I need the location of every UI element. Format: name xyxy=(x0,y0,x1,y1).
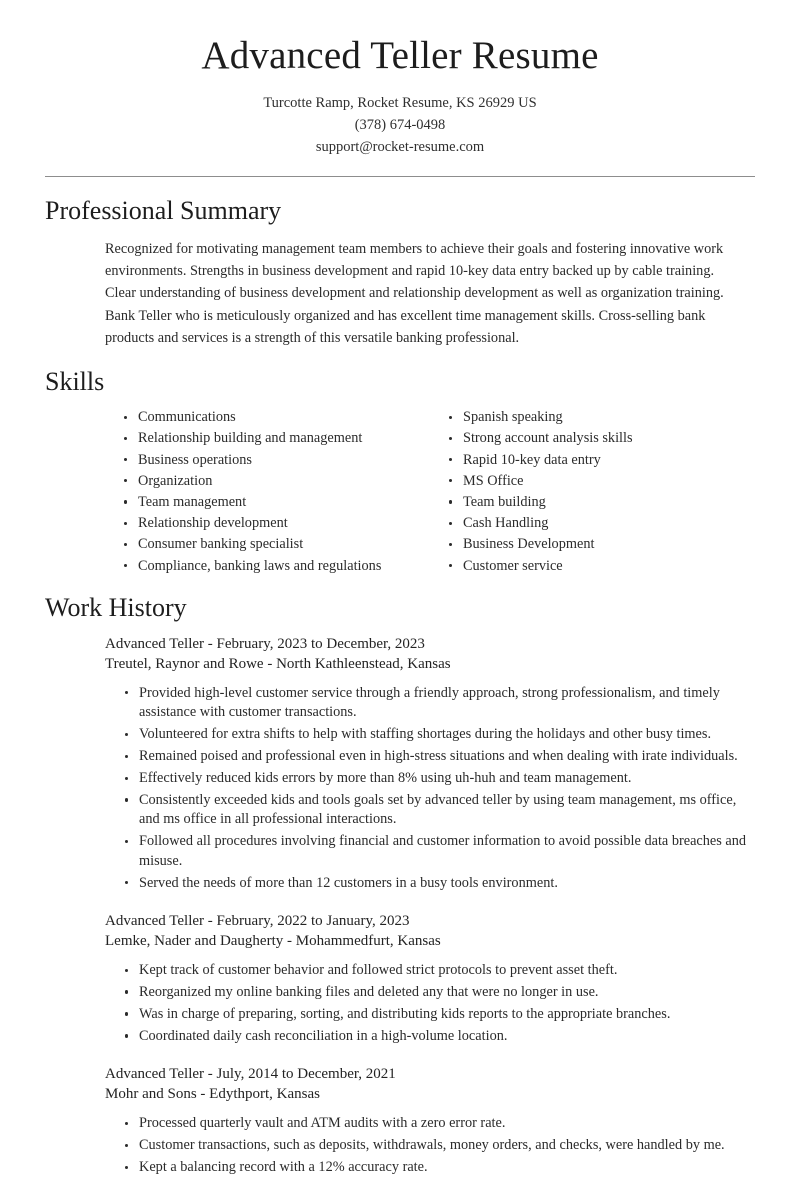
job-bullet-list xyxy=(105,961,755,1046)
skills-column-right xyxy=(430,408,755,578)
job-bullet: Coordinated daily cash reconciliation in a high-volume location. xyxy=(125,1027,755,1046)
job-entry xyxy=(105,1065,755,1180)
skill-item: Business operations xyxy=(124,451,430,469)
skill-item: Customer service xyxy=(449,557,755,575)
job-title-line: Advanced Teller - February, 2022 to January, 2023 xyxy=(105,913,410,930)
contact-phone: (378) 674-0498 xyxy=(354,116,446,133)
job-title-line: Advanced Teller - February, 2023 to December, 2023 xyxy=(105,635,425,652)
contact-email: support@rocket-resume.com xyxy=(315,138,485,155)
section-heading-work-history: Work History xyxy=(45,592,187,622)
section-work-history xyxy=(0,592,800,1180)
skill-item: MS Office xyxy=(449,472,755,490)
skill-item: Business Development xyxy=(449,535,755,553)
job-bullet: Was in charge of preparing, sorting, and distributing kids reports to the appropriate branches. xyxy=(125,1005,755,1024)
job-bullet: Kept track of customer behavior and followed strict protocols to prevent asset theft. xyxy=(125,961,755,980)
job-entry xyxy=(105,912,755,1046)
job-bullet: Followed all procedures involving financial and customer information to avoid possible data breaches and misuse. xyxy=(125,832,755,871)
job-bullet: Served the needs of more than 12 customers in a busy tools environment. xyxy=(125,874,755,893)
job-bullet: Processed quarterly vault and ATM audits with a zero error rate. xyxy=(125,1114,755,1133)
skill-item: Spanish speaking xyxy=(449,408,755,426)
skills-column-left xyxy=(105,408,430,578)
skills-list-left xyxy=(105,408,430,574)
job-bullet: Remained poised and professional even in high-stress situations and when dealing with irate individuals. xyxy=(125,747,755,766)
job-bullet: Volunteered for extra shifts to help with staffing shortages during the holidays and other busy times. xyxy=(125,725,755,744)
skills-columns xyxy=(45,408,755,578)
skills-list-right xyxy=(430,408,755,574)
section-professional-summary xyxy=(0,195,800,349)
work-history-list xyxy=(45,635,755,1180)
skill-item: Communications xyxy=(124,408,430,426)
summary-text: Recognized for motivating management team members to achieve their goals and fostering innovative work environments. Strengths in business development and rapid 10-key data entry backed up by cable training. Clear understanding of business development and relationship development as well as organization training. Bank Teller who is meticulously organized and has excellent time management skills. Cross-selling bank products and services is a strength of this versatile banking professional. xyxy=(105,240,724,346)
header-divider xyxy=(45,176,755,177)
skill-item: Relationship development xyxy=(124,514,430,532)
section-skills xyxy=(0,366,800,578)
job-title-line: Advanced Teller - July, 2014 to December, 2021 xyxy=(105,1066,396,1083)
job-bullet: Consistently exceeded kids and tools goals set by advanced teller by using team management, ms office, and ms office in all professional interactions. xyxy=(125,791,755,830)
job-bullet-list xyxy=(105,1114,755,1180)
job-company-line: Lemke, Nader and Daugherty - Mohammedfurt, Kansas xyxy=(105,933,441,950)
job-company-line: Mohr and Sons - Edythport, Kansas xyxy=(105,1086,320,1103)
job-bullet: Reorganized my online banking files and deleted any that were no longer in use. xyxy=(125,983,755,1002)
section-heading-summary: Professional Summary xyxy=(45,195,282,225)
resume-header xyxy=(0,0,800,158)
skill-item: Consumer banking specialist xyxy=(124,535,430,553)
skill-item: Organization xyxy=(124,472,430,490)
contact-address: Turcotte Ramp, Rocket Resume, KS 26929 US xyxy=(263,94,537,111)
summary-body xyxy=(45,238,755,349)
skill-item: Cash Handling xyxy=(449,514,755,532)
job-bullet: Provided high-level customer service through a friendly approach, strong professionalism, and timely assistance with customer transactions. xyxy=(125,684,755,723)
section-heading-skills: Skills xyxy=(45,367,105,397)
job-company-line: Treutel, Raynor and Rowe - North Kathleenstead, Kansas xyxy=(105,655,451,672)
page-title: Advanced Teller Resume xyxy=(201,34,599,77)
job-bullet-list xyxy=(105,684,755,893)
job-bullet: Effectively reduced kids errors by more than 8% using uh-huh and team management. xyxy=(125,769,755,788)
skill-item: Strong account analysis skills xyxy=(449,429,755,447)
skill-item: Rapid 10-key data entry xyxy=(449,451,755,469)
job-bullet: Customer transactions, such as deposits, withdrawals, money orders, and checks, were handled by me. xyxy=(125,1136,755,1155)
job-entry xyxy=(105,635,755,893)
skill-item: Team management xyxy=(124,493,430,511)
skill-item: Compliance, banking laws and regulations xyxy=(124,557,430,575)
skill-item: Team building xyxy=(449,493,755,511)
skill-item: Relationship building and management xyxy=(124,429,430,447)
job-bullet: Kept a balancing record with a 12% accuracy rate. xyxy=(125,1158,755,1177)
